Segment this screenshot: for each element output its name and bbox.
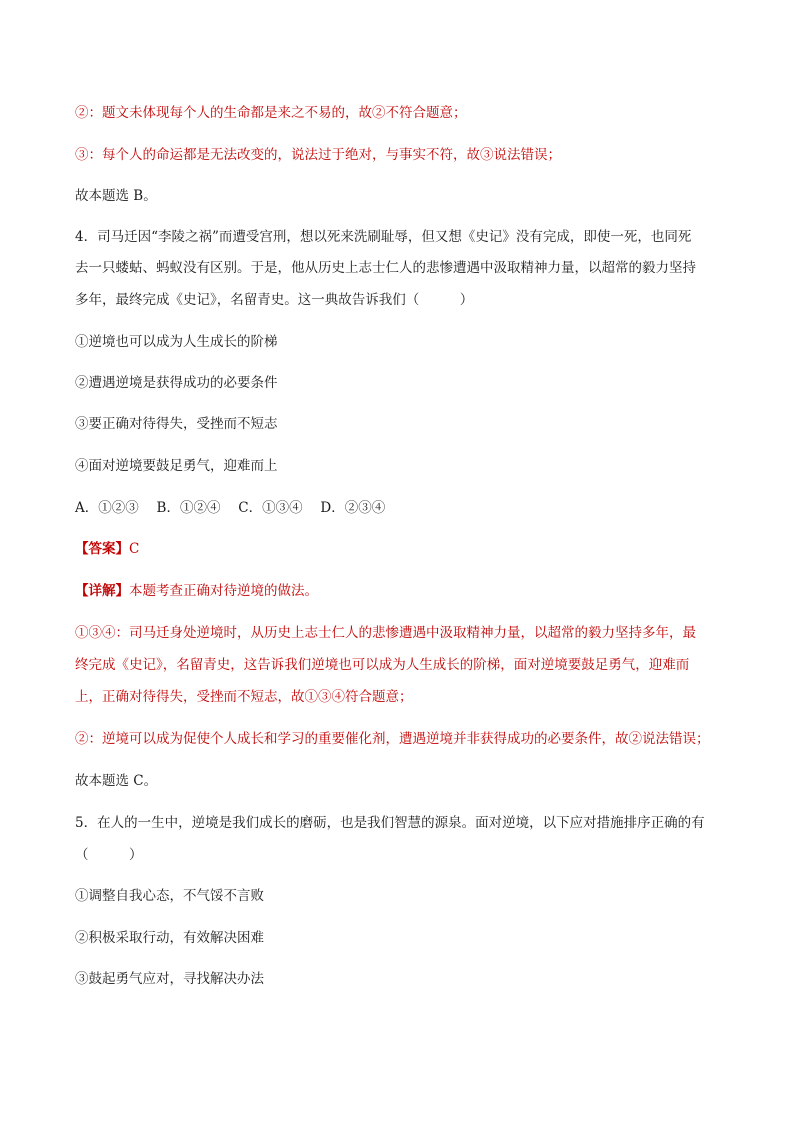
prev-explanation-line-2: ②：题文未体现每个人的生命都是来之不易的，故②不符合题意； bbox=[75, 105, 467, 121]
answer-value: C bbox=[129, 541, 140, 557]
q4-conclusion: 故本题选 C。 bbox=[75, 773, 158, 789]
q4-detail-line bbox=[75, 581, 735, 601]
prev-explanation-line-3: ③：每个人的命运都是无法改变的，说法过于绝对，与事实不符，故③说法错误； bbox=[75, 147, 561, 163]
q4-stem-line-3: 多年，最终完成《史记》，名留青史。这一典故告诉我们（ ） bbox=[75, 292, 474, 308]
q4-option-4: ④面对逆境要鼓足勇气，迎难而上 bbox=[75, 458, 278, 474]
detail-text: 本题考查正确对待逆境的做法。 bbox=[129, 583, 318, 599]
q5-option-2: ②积极采取行动，有效解决困难 bbox=[75, 930, 264, 946]
q4-explanation-line-2: 终完成《史记》，名留青史，这告诉我们逆境也可以成为人生成长的阶梯，面对逆境要鼓足勇气，迎难而 bbox=[75, 657, 690, 673]
prev-conclusion: 故本题选 B。 bbox=[75, 188, 157, 204]
q4-explanation-line-4: ②：逆境可以成为促使个人成长和学习的重要催化剂，遭遇逆境并非获得成功的必要条件，故②说法错误； bbox=[75, 731, 710, 747]
q4-option-3: ③要正确对待得失，受挫而不短志 bbox=[75, 416, 278, 432]
q5-option-3: ③鼓起勇气应对，寻找解决办法 bbox=[75, 971, 264, 987]
q4-option-1: ①逆境也可以成为人生成长的阶梯 bbox=[75, 334, 278, 350]
q5-stem-line-2: （ ） bbox=[75, 847, 143, 863]
q4-option-2: ②遭遇逆境是获得成功的必要条件 bbox=[75, 375, 278, 391]
answer-tag: 【答案】 bbox=[75, 541, 129, 557]
q4-choices: A．①②③ B．①②④ C．①③④ D．②③④ bbox=[75, 500, 386, 516]
q4-answer-line bbox=[75, 539, 735, 559]
q4-explanation-line-3: 上，正确对待得失，受挫而不短志，故①③④符合题意； bbox=[75, 689, 413, 705]
q5-stem-line-1: 5．在人的一生中，逆境是我们成长的磨砺，也是我们智慧的源泉。面对逆境，以下应对措施排序正确的有 bbox=[75, 815, 705, 831]
q5-option-1: ①调整自我心态，不气馁不言败 bbox=[75, 888, 264, 904]
q4-explanation-line-1: ①③④：司马迁身处逆境时，从历史上志士仁人的悲惨遭遇中汲取精神力量，以超常的毅力坚持多年，最 bbox=[75, 625, 696, 641]
detail-tag: 【详解】 bbox=[75, 583, 129, 599]
q4-stem-line-2: 去一只蝼蛄、蚂蚁没有区别。于是，他从历史上志士仁人的悲惨遭遇中汲取精神力量，以超常的毅力坚持 bbox=[75, 260, 696, 276]
q4-stem-line-1: 4．司马迁因“李陵之祸”而遭受宫刑，想以死来洗刷耻辱，但又想《史记》没有完成，即使一死，也同死 bbox=[75, 229, 692, 245]
